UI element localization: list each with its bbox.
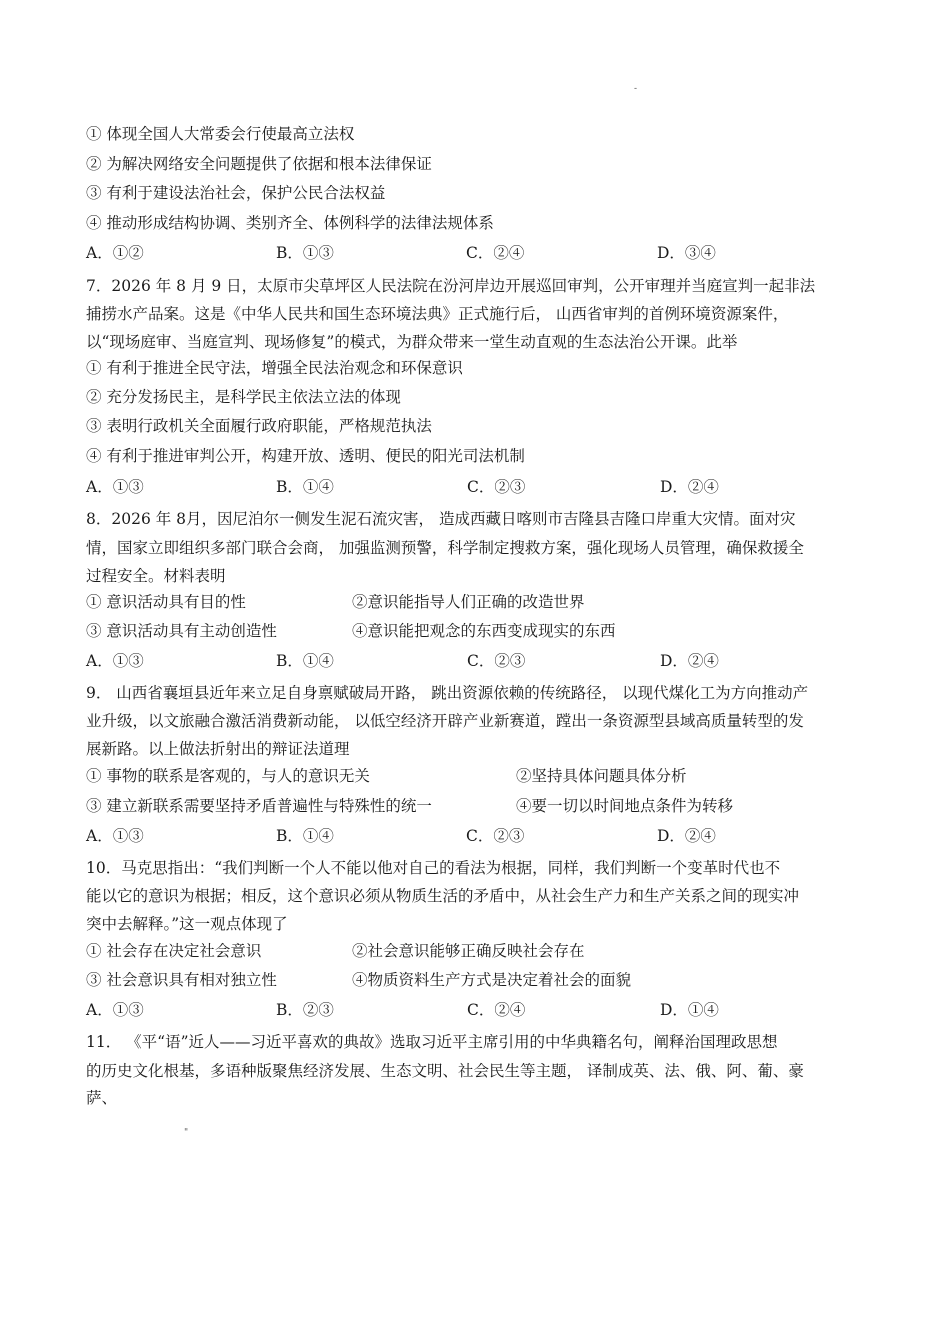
q7-stem-line-2: 捕捞水产品案。这是《中华人民共和国生态环境法典》正式施行后， 山西省审判的首例环境资源案件， <box>86 305 789 323</box>
q7-item-1: ① 有利于推进全民守法，增强全民法治观念和环保意识 <box>86 359 463 377</box>
q6-answer-d: D．③④ <box>657 244 716 262</box>
q10-stem-line-2: 能以它的意识为根据；相反，这个意识必须从物质生活的矛盾中，从社会生产力和生产关系之间的现实冲 <box>86 887 800 905</box>
page-mark-top: - <box>634 84 638 94</box>
q9-stem-line-3: 展新路。以上做法折射出的辩证法道理 <box>86 740 350 758</box>
q7-answer-c: C．②③ <box>467 478 526 496</box>
q11-stem-line-1: 11． 《平“语”近人——习近平喜欢的典故》选取习近平主席引用的中华典籍名句，阐释治国理政思想 <box>86 1033 778 1051</box>
q9-answer-c: C．②③ <box>466 827 525 845</box>
q10-stem-line-1: 10．马克思指出：“我们判断一个人不能以他对自己的看法为根据，同样，我们判断一个变革时代也不 <box>86 859 781 877</box>
q9-item-1: ① 事物的联系是客观的，与人的意识无关 <box>86 767 370 785</box>
q7-answer-d: D．②④ <box>660 478 719 496</box>
q8-item-4: ④意识能把观念的东西变成现实的东西 <box>352 622 616 640</box>
q6-answer-c: C．②④ <box>466 244 525 262</box>
q10-item-2: ②社会意识能够正确反映社会存在 <box>352 942 585 960</box>
q11-stem-line-3: 萨、 <box>86 1089 118 1107</box>
q10-answer-b: B．②③ <box>276 1001 334 1019</box>
q10-item-3: ③ 社会意识具有相对独立性 <box>86 971 277 989</box>
q6-answer-b: B．①③ <box>276 244 334 262</box>
q10-item-1: ① 社会存在决定社会意识 <box>86 942 262 960</box>
q10-item-4: ④物质资料生产方式是决定着社会的面貌 <box>352 971 632 989</box>
q7-stem-line-3: 以“现场庭审、当庭宣判、现场修复”的模式，为群众带来一堂生动直观的生态法治公开课。此举 <box>86 333 738 351</box>
q8-item-3: ③ 意识活动具有主动创造性 <box>86 622 277 640</box>
q10-answer-a: A．①③ <box>86 1001 144 1019</box>
q8-answer-a: A．①③ <box>86 652 144 670</box>
page-mark-bottom: " <box>184 1128 189 1138</box>
q9-item-4: ④要一切以时间地点条件为转移 <box>516 797 734 815</box>
q8-answer-c: C．②③ <box>467 652 526 670</box>
q9-stem-line-2: 业升级，以文旅融合激活消费新动能， 以低空经济开辟产业新赛道，蹚出一条资源型县域高质量转型的发 <box>86 712 804 730</box>
q7-stem-line-1: 7．2026 年 8 月 9 日，太原市尖草坪区人民法院在汾河岸边开展巡回审判，公开审理并当庭宣判一起非法 <box>86 277 816 295</box>
q6-item-3: ③ 有利于建设法治社会，保护公民合法权益 <box>86 184 386 202</box>
q8-answer-b: B．①④ <box>276 652 334 670</box>
q6-item-1: ① 体现全国人大常委会行使最高立法权 <box>86 125 355 143</box>
q6-item-2: ② 为解决网络安全问题提供了依据和根本法律保证 <box>86 155 432 173</box>
q8-stem-line-3: 过程安全。材料表明 <box>86 567 226 585</box>
q7-item-2: ② 充分发扬民主，是科学民主依法立法的体现 <box>86 388 401 406</box>
q10-answer-c: C．②④ <box>467 1001 526 1019</box>
q10-stem-line-3: 突中去解释。”这一观点体现了 <box>86 915 288 933</box>
q8-answer-d: D．②④ <box>660 652 719 670</box>
q9-item-2: ②坚持具体问题具体分析 <box>516 767 687 785</box>
q8-stem-line-2: 情，国家立即组织多部门联合会商， 加强监测预警，科学制定搜救方案，强化现场人员管理，确保救援全 <box>86 539 804 557</box>
q9-answer-d: D．②④ <box>657 827 716 845</box>
q8-stem-line-1: 8．2026 年 8月，因尼泊尔一侧发生泥石流灾害， 造成西藏日喀则市吉隆县吉隆口岸重大灾情。面对灾 <box>86 510 796 528</box>
q7-answer-b: B．①④ <box>276 478 334 496</box>
q8-item-1: ① 意识活动具有目的性 <box>86 593 246 611</box>
q9-answer-b: B．①④ <box>276 827 334 845</box>
q9-item-3: ③ 建立新联系需要坚持矛盾普遍性与特殊性的统一 <box>86 797 432 815</box>
q6-item-4: ④ 推动形成结构协调、类别齐全、体例科学的法律法规体系 <box>86 214 494 232</box>
q11-stem-line-2: 的历史文化根基，多语种版聚焦经济发展、生态文明、社会民生等主题， 译制成英、法、俄、阿、葡、豪 <box>86 1062 804 1080</box>
q6-answer-a: A．①② <box>86 244 144 262</box>
q9-stem-line-1: 9． 山西省襄垣县近年来立足自身禀赋破局开路， 跳出资源依赖的传统路径， 以现代煤化工为方向推动产 <box>86 684 809 702</box>
q7-item-3: ③ 表明行政机关全面履行政府职能，严格规范执法 <box>86 417 432 435</box>
q8-item-2: ②意识能指导人们正确的改造世界 <box>352 593 585 611</box>
q10-answer-d: D．①④ <box>660 1001 719 1019</box>
q9-answer-a: A．①③ <box>86 827 144 845</box>
q7-item-4: ④ 有利于推进审判公开，构建开放、透明、便民的阳光司法机制 <box>86 447 525 465</box>
q7-answer-a: A．①③ <box>86 478 144 496</box>
